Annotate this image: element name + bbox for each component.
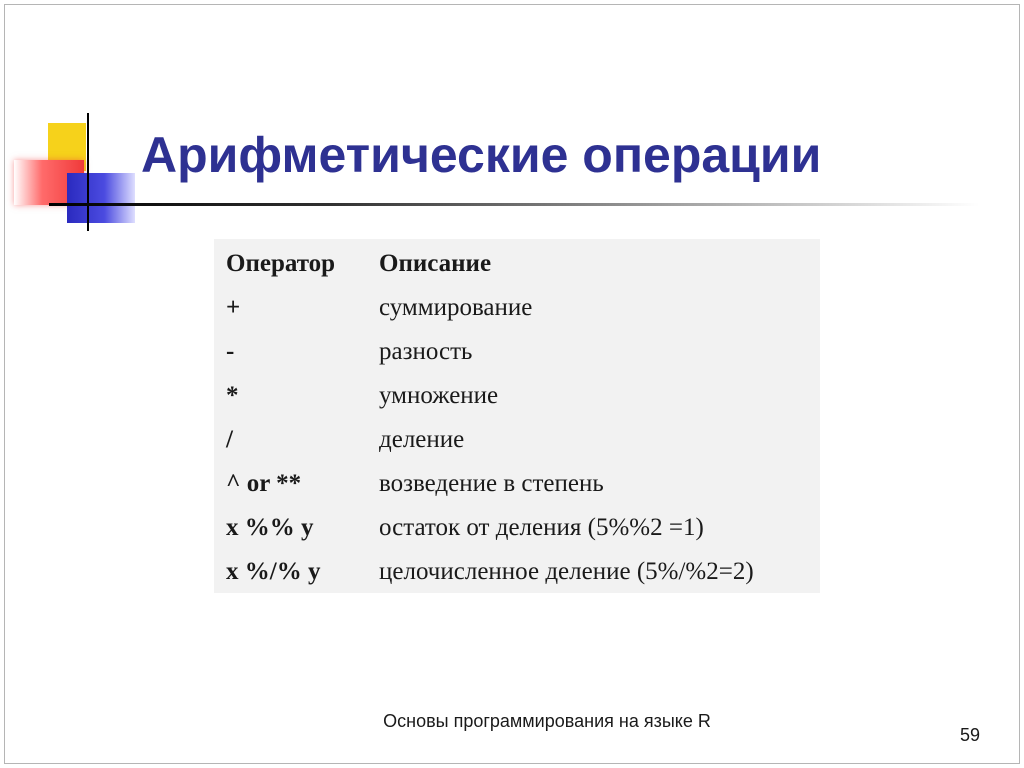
operator-cell: + <box>226 294 241 321</box>
description-cell: целочисленное деление (5%/%2=2) <box>379 558 754 585</box>
description-cell: остаток от деления (5%%2 =1) <box>379 514 704 541</box>
operator-cell: / <box>226 426 233 453</box>
operator-cell: ^ or ** <box>226 470 302 497</box>
operator-cell: * <box>226 382 239 409</box>
table-row <box>214 337 820 367</box>
blue-square <box>67 173 135 223</box>
table-row <box>214 381 820 411</box>
slide-title: Арифметические операции <box>141 127 822 183</box>
description-column-header: Описание <box>379 250 492 277</box>
operator-cell: x %% y <box>226 514 314 541</box>
table-row <box>214 557 820 587</box>
table-row <box>214 469 820 499</box>
description-cell: возведение в степень <box>379 470 604 497</box>
vertical-rule <box>87 113 89 231</box>
table-header-row <box>214 249 820 279</box>
page-number: 59 <box>960 725 981 745</box>
description-cell: суммирование <box>379 294 533 321</box>
table-row <box>214 513 820 543</box>
slide <box>4 4 1020 764</box>
table-row <box>214 425 820 455</box>
operator-column-header: Оператор <box>226 250 336 277</box>
description-cell: деление <box>379 426 465 453</box>
description-cell: разность <box>379 338 473 365</box>
footer-caption: Основы программирования на языке R <box>383 711 711 731</box>
description-cell: умножение <box>379 382 499 409</box>
operator-cell: - <box>226 338 235 365</box>
table-row <box>214 293 820 323</box>
operators-table <box>214 239 820 593</box>
title-underline <box>49 203 979 206</box>
operator-cell: x %/% y <box>226 558 321 585</box>
